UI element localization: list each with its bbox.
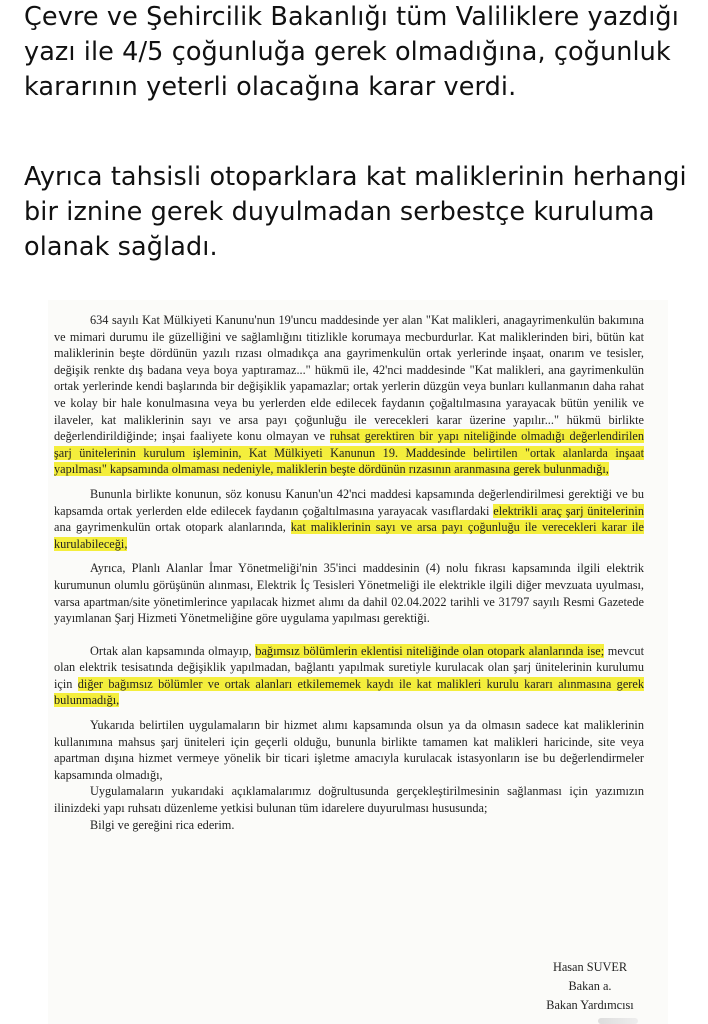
letter-text: Ortak alan kapsamında olmayıp, xyxy=(90,643,256,658)
letter-text: ana gayrimenkulün ortak otopark alanlarında, xyxy=(54,520,291,535)
letter-text: Bununla birlikte konunun, söz konusu Kanun'un 42'nci maddesi kapsamında değerlendirilmesi gerektiği ve bu kapsamda ortak yerlerden elde edilecek faydanın çoğaltılmasına yarayacak vasıflardaki xyxy=(54,486,644,518)
letter-paragraph-5 xyxy=(54,717,644,783)
highlighted-text: diğer bağımsız bölümler ve ortak alanları etkilememek kaydı ile kat malikleri kurulu kararı alınmasına gerek bulunmadığı, xyxy=(54,676,644,708)
signatory-name: Hasan SUVER xyxy=(552,960,628,974)
letter-paragraph-7 xyxy=(54,817,644,834)
letter-paragraph-6 xyxy=(54,783,644,816)
letter-text: mevcut olan elektrik tesisatında değişiklik yapılmadan, bağlantı yapılmak suretiyle kurulacak olan şarj ünitelerinin kurulumu için xyxy=(54,643,644,691)
letter-paragraph-1 xyxy=(54,312,644,478)
headline-paragraph-2: Ayrıca tahsisli otoparklara kat maliklerinin herhangi bir iznine gerek duyulmadan serbestçe kuruluma olanak sağladı. xyxy=(24,162,687,262)
highlighted-text: bağımsız bölümlerin eklentisi niteliğinde olan otopark alanlarında ise; xyxy=(255,643,605,658)
signatory-title: Bakan Yardımcısı xyxy=(546,998,634,1012)
letter-paragraph-2 xyxy=(54,486,644,552)
signatory-role: Bakan a. xyxy=(568,979,612,993)
letter-text: 634 sayılı Kat Mülkiyeti Kanunu'nun 19'uncu maddesinde yer alan "Kat malikleri, anagayrimenkulün bakımına ve mimari durumu ile güzelliğini ve sağlamlığını titizlikle korumaya mecburdurlar. Kat maliklerinden biri, bütün kat maliklerinin beşte dördünün yazılı rızası olmadıkça ana gayrimenkulün ortak yerlerinde inşaat, onarım ve tesisler, değişik renkte dış badana veya boya yaptıramaz..." hükmü ile, 42'nci maddesinde "Kat malikleri, ana gayrimenkulün ortak yerlerinde kendi başlarında bir değişiklik yapamazlar; ortak yerlerin düzgün veya bunları kullanmanın daha rahat ve kolay bir hale konulmasına veya bu yerlerden elde edilecek faydanın çoğaltılmasına yarayacak bütün yenilik ve ilaveler, kat maliklerinin sayı ve arsa payı çoğunluğu ile verecekleri karar üzerine yapılır..." hükmü birlikte değerlendirildiğinde; inşai faaliyete konu olmayan ve xyxy=(54,313,644,444)
letter-text: Yukarıda belirtilen uygulamaların bir hizmet alımı kapsamında olsun ya da olmasın sadece kat maliklerinin kullanımına mahsus şarj üniteleri için geçerli olduğu, bununla birlikte tamamen kat malikleri haricinde, site veya apartman dışına hizmet vermeye yönelik bir ticari işletme amacıyla kurulacak istasyonların ise bu değerlendirmeler kapsamında olmadığı, xyxy=(54,718,644,782)
highlighted-text: elektrikli araç şarj ünitelerinin xyxy=(493,503,644,518)
scan-artifact xyxy=(598,1018,638,1024)
letter-text: Uygulamaların yukarıdaki açıklamalarımız doğrultusunda gerçekleştirilmesinin sağlanması için yazımızın ilinizdeki yapı ruhsatı düzenleme yetkisi bulunan tüm idarelere duyurulması hususunda; xyxy=(54,784,644,816)
headline-paragraph-1: Çevre ve Şehircilik Bakanlığı tüm Valiliklere yazdığı yazı ile 4/5 çoğunluğa gerek olmadığına, çoğunluk kararının yeterli olacağına karar verdi. xyxy=(24,2,679,102)
letter-paragraph-4 xyxy=(54,643,644,709)
letter-text: Ayrıca, Planlı Alanlar İmar Yönetmeliği'nin 35'inci maddesinin (4) nolu fıkrası kapsamında ilgili elektrik kurumunun olumlu görüşünün alınması, Elektrik İç Tesisleri Yönetmeliği ile elektrikle ilgili diğer mevzuata uyulması, varsa apartman/site yönetimlerince yapılacak hizmet alımı da dahil 02.04.2022 tarihli ve 31797 sayılı Resmi Gazetede yayımlanan Şarj Hizmeti Yönetmeliğine göre uygulama yapılması gerektiği. xyxy=(54,561,644,626)
highlighted-text: kat maliklerinin sayı ve arsa payı çoğunluğu ile verecekleri karar ile kurulabileceği, xyxy=(54,520,644,551)
letter-paragraph-3 xyxy=(54,560,644,626)
letter-text: Bilgi ve gereğini rica ederim. xyxy=(90,817,235,832)
highlighted-text: ruhsat gerektiren bir yapı niteliğinde olmadığı değerlendirilen şarj ünitelerinin kurulum işleminin, Kat Mülkiyeti Kanunun 19. Maddesinde belirtilen "ortak alanlarda inşaat yapılması" kapsamında olmaması nedeniyle, maliklerin beşte dördünün rızasının aranmasına gerek bulunmadığı, xyxy=(54,429,644,477)
official-letter xyxy=(54,312,644,833)
signature-block xyxy=(520,958,660,1015)
